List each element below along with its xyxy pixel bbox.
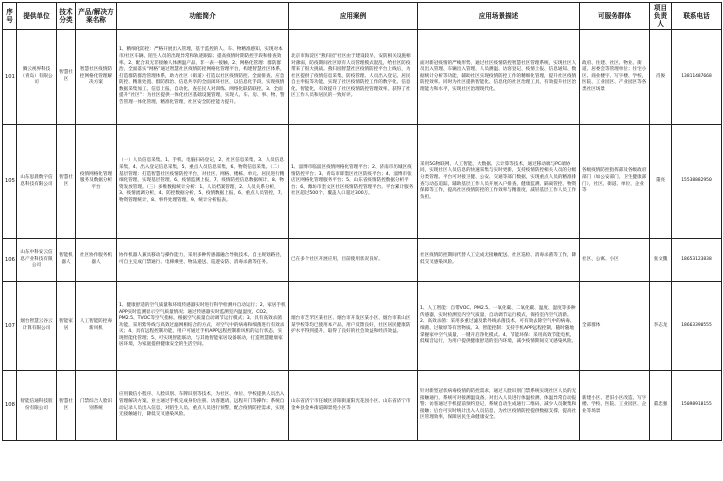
header-provider: 提供单位 (17, 3, 57, 30)
cases-cell: 北京市海淀区“燕归园”社区由于建设较早，安防相关设施相对薄弱，防疫期间社区原有人员管理模式混乱，给社区防疫带来了很大挑战。燕归园智慧社区疫情防控平台上线后，为社区提供了疫情信息采集、防疫管理、人员出入登记、居民自主申报等功能，实现了社区疫情防控工作的数字化、信息化、智能化，有效提升了社区疫情防控管理效率，获得了社区工作人员和居民的一致好评。 (289, 30, 418, 125)
phone-cell: 18653123838 (672, 239, 722, 282)
table-row (3, 282, 722, 371)
provider-cell: 腾云视界科技（青岛）有限公司 (17, 30, 57, 125)
category-cell: 智慧社区 (57, 30, 76, 125)
row-number: 108 (3, 371, 17, 441)
header-no: 序号 (3, 3, 17, 30)
header-phone: 联系电话 (672, 3, 722, 30)
serves-cell: 各级疫情防控指挥部及各级政府部门（如公安部门、卫生健康部门），社区、街道、单位、企业等 (580, 125, 650, 239)
row-number: 107 (3, 282, 17, 371)
product-cell: 门禁综合人脸识别系统 (76, 371, 117, 441)
table-header (3, 3, 722, 30)
product-table (2, 2, 722, 441)
table-row (3, 371, 722, 441)
cases-cell: 烟台市芝罘区某社区、烟台市开发区某小区、烟台市莱山区某学校等均已使用本产品，用户反馈良好，社区居民健康防护水平得到提升，取得了良好的社会效益和经济效益。 (289, 282, 418, 371)
lead-cell: 张文魏 (650, 239, 672, 282)
header-features: 功能简介 (117, 3, 289, 30)
category-cell: 智慧社区 (57, 371, 76, 441)
phone-cell: 18663390555 (672, 282, 722, 371)
product-cell: 智慧社区疫情防控网格化管理解决方案 (76, 30, 117, 125)
serves-cell: 社区、公寓、小区 (580, 239, 650, 282)
serves-cell: 政府、住建、社区、物业、街道、居委会等管理单位；住宅小区、商业楼宇、写字楼、学校、医院、工业园区、产业园区等各类社区场景 (580, 30, 650, 125)
header-category: 技术分类 (57, 3, 76, 30)
row-number: 101 (3, 30, 17, 125)
header-scenarios: 应用场景描述 (418, 3, 580, 30)
header-lead: 项目负责人 (650, 3, 672, 30)
lead-cell: 董亮 (650, 125, 672, 239)
provider-cell: 智能信通科技股份有限公司 (17, 371, 57, 441)
provider-cell: 烟台智慧云谷云计算有限公司 (17, 282, 57, 371)
lead-cell: 李志龙 (650, 282, 672, 371)
row-number: 105 (3, 125, 17, 239)
scenarios-cell: 采用5G物联网、人工智能、大数据、云计算等技术，通过移动端与PC端协同，实现社区人员信息的快速采集与实时更新，支持疫情防控相关人员的分级分类管理。平台可对接卫健、公安、交通等部门数据，实现重点人员的精准排查与动态追踪，辅助基层工作人员开展入户排查、健康监测、隔离管控、物资保障等工作，提高社区疫情防控的工作效率与精准度，减轻基层工作人员工作负担。 (418, 125, 580, 239)
header-product: 产品/解决方案名称 (76, 3, 117, 30)
header-cases: 应用案例 (289, 3, 418, 30)
scenarios-cell: 1、人工智能：自带VOC、PM2.5、一氧化碳、二氧化碳、温度、湿度等多种传感器，实时检测室内空气质量，自动调节运行模式，保持室内空气清新。2、高效杀菌：采用多重过滤及紫外线杀菌技术，可有效去除空气中的病毒、细菌、过敏原等有害物质。3、智能控制：支持手机APP远程控制，随时随地掌握家中空气质量，一键开启净化模式。4、节能环保：采用高效节能电机，低噪音运行，为用户提供健康舒适的室内环境，减少疫情期间交叉感染风险。 (418, 282, 580, 371)
provider-cell: 山东思晨数字信息科技有限公司 (17, 125, 57, 239)
cases-cell: 1、淄博市临淄区疫情网格化管理平台；2、济南市历城区疫情防控平台；3、青岛市即墨区社区防疫平台；4、淄博市张店区网格化管理服务平台；5、山东省疫情防控数据分析平台；6、潍坊市奎文区社区疫情防控管理平台。平台累计服务社区超过500个，覆盖人口超过300万。 (289, 125, 418, 239)
phone-cell: 15538882950 (672, 125, 722, 239)
features-cell: 1、精细化防控：严格开展出入管理，基于监控的人、车、物精准感知，实现对本市/社区车辆、陌生人员的出现异常和轨迹跟踪；提高疫情时期防控手段和排查效率。2、配合双无非接触人体测温产品，非一表一接触。2、网格化管理：群防群治，全面落实“网格”通过智慧社区疫情防控网格化管理平台，构建智慧社区体系，打造群防群治管理体系，助力社区（街道）打造以社区疫情防控、全面排查、应急防控、精准处置、群防群治、信息共享的全面闭环社区，以信息化手段，实现疫情数据采集加工、信息上报、自动化、查任民人对训练、网络化联防联控。3、全面提升“社区”：为社区提供一体化社区基础设施管理，实现人、车、房、事、物、警告管理一体化管理，精准化管理，社区安全防控能力提升。 (117, 30, 289, 125)
lead-cell: 董忠强 (650, 371, 672, 441)
features-cell: （一）人员信息采集。1、手机、电脑扫码登记，2、社区信息采集，3、人员信息采集，4、出入登记信息采集，5、重点人员信息采集，6、物资信息采集。（二）基层管理：打造智慧社区疫情防控平台，对社区、网格、楼栋、单元、居民进行精细化管理，实现基层管理，6、疫情监测上报，7、疫情防控信息数据统计，8、物资发放管理。（三）多维数据统计分析：1、人员档案管理，2、人员关系分析，3、疫情流调分析，4、防控数据分析，5、疫情数据上报，6、重点人员管控，7、物资管理统计，8、事件处理管理，9、统计分析报表。 (117, 125, 289, 239)
phone-cell: 13811487668 (672, 30, 722, 125)
scenarios-cell: 社区疫情防控期间代替人工完成无接触配送、社区巡检、消毒杀菌等工作，降低交叉感染风险。 (418, 239, 580, 282)
table-row (3, 239, 722, 282)
features-cell: 1、健康舒适的空气质量和环境传感器实时进行科学检测并自动运行；2、家居手机APP实时监测显示空气质量情况；通过传感器实时监测室内温湿度、CO2、PM2.5、TVOC等空气指标，根据空气质量自动调节运行模式；3、具有高效杀菌功能，采用紫外线与高效过滤网相结合的方式，对空气中的病毒和细菌进行有效杀灭；4、具有远程控制功能，用户可通过手机APP远程控制新风机的运行状态，实现智能化管理；5、可实现智能联动，与其他智能家居设备联动，打造智慧健康家居环境，为家庭提供健康安全的生活空间。 (117, 282, 289, 371)
row-number: 106 (3, 239, 17, 282)
scenarios-cell: 面对新冠疫情的严峻形势，通过社区疫情防控智慧社区管理系统，实现社区人员出入管理、车辆出入管理、人员测温、访客登记、疫情上报、信息通知、数据统计分析等功能，辅助社区实现疫情防控工作的精细化管理，提升社区疫情防控效率。同时为社区提供智能化、信息化的社区治理工具，有效提升社区治理能力和水平，实现社区治理现代化。 (418, 30, 580, 125)
provider-cell: 山东中科安云信息产业科技有限公司 (17, 239, 57, 282)
features-cell: 协作机器人兼具移动与操作能力，采用多种传感器融合导航技术，自主规划路径，可自主完成门禁通行、电梯乘坐、物品递送、巡逻安防、消毒杀菌等任务。 (117, 239, 289, 282)
table-row (3, 30, 722, 125)
product-cell: 社区协作服务机器人 (76, 239, 117, 282)
phone-cell: 15098918155 (672, 371, 722, 441)
lead-cell: 肖俊 (650, 30, 672, 125)
features-cell: 应用微信小程序、人脸识别、车牌识别等技术，为社区、单位、学校提供人员出入管理解决方案。业主通过手机完成身份注册、访客邀请、远程开门等操作；系统自动记录人员出入信息，对陌生人员、重点人员进行预警，配合疫情防控需求，实现无接触通行，降低交叉感染风险。 (117, 371, 289, 441)
scenarios-cell: 针对新型冠状病毒疫情的防控需求，通过人脸识别门禁系统实现社区人员的无接触通行，系统可对接测温设备，对出入人员进行体温检测，体温异常自动报警；访客通过手机提前预约登记，系统自动生成通行二维码，减少人员聚集和接触；后台可实时统计出入人员信息，为社区疫情防控提供数据支撑，提高社区管理效率，保障居民生命健康安全。 (418, 371, 580, 441)
serves-cell: 全部群体 (580, 282, 650, 371)
table-row (3, 125, 722, 239)
product-cell: 疫情网格化管理服务及数据分析平台 (76, 125, 117, 239)
cases-cell: 已在多个社区开展应用，目前使用状况良好。 (289, 239, 418, 282)
category-cell: 智慧社区 (57, 125, 76, 239)
cases-cell: 山东省济宁市任城区济阳街道阳光花园小区、山东省济宁市金乡县金乡街道御景苑小区等 (289, 371, 418, 441)
product-cell: 人工智能防控毒新风机 (76, 282, 117, 371)
serves-cell: 新建小区、老旧小区改造、写字楼、学校、医院、工业园区、企业等场景 (580, 371, 650, 441)
category-cell: 智能机器人 (57, 239, 76, 282)
header-serves: 可服务群体 (580, 3, 650, 30)
category-cell: 智能家居 (57, 282, 76, 371)
